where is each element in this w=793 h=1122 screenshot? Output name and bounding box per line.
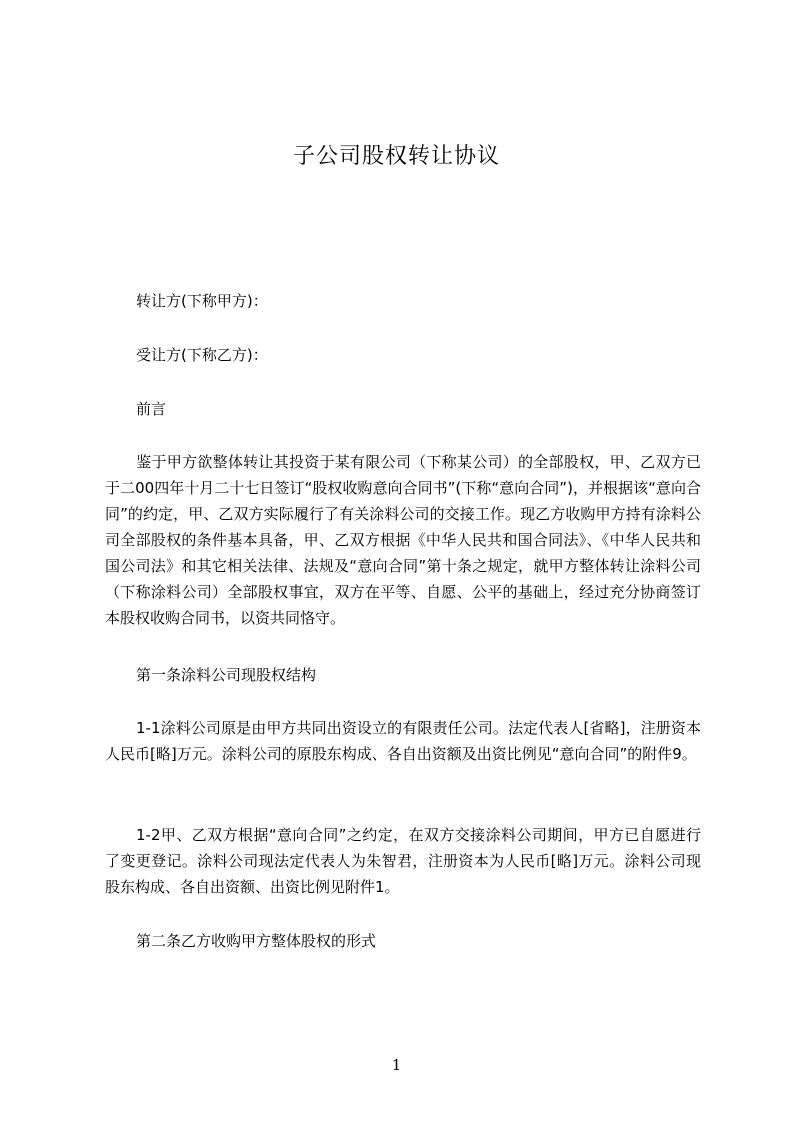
preface-heading: 前言 bbox=[136, 400, 167, 418]
article-1-heading: 第一条涂料公司现股权结构 bbox=[136, 666, 317, 684]
clause-1-2-paragraph bbox=[105, 822, 701, 900]
article-2-heading: 第二条乙方收购甲方整体股权的形式 bbox=[136, 932, 377, 950]
page-number: 1 bbox=[391, 1056, 402, 1074]
clause-1-2-text: 1-2甲、乙双方根据“意向合同”之约定，在双方交接涂料公司期间，甲方已自愿进行了变更登记。涂料公司现法定代表人为朱智君，注册资本为人民币[略]万元。涂料公司现股东构成、各自出资额、出资比例见附件1。 bbox=[105, 826, 701, 896]
transferee-line: 受让方(下称乙方)： bbox=[136, 346, 268, 364]
preface-text: 鉴于甲方欲整体转让其投资于某有限公司（下称某公司）的全部股权，甲、乙双方已于二00四年十月二十七日签订“股权收购意向合同书”(下称“意向合同”)，并根据该“意向合同”的约定，甲、乙双方实际履行了有关涂料公司的交接工作。现乙方收购甲方持有涂料公司全部股权的条件基本具备，甲、乙双方根据《中华人民共和国合同法》、《中华人民共和国公司法》和其它相关法律、法规及“意向合同”第十条之规定，就甲方整体转让涂料公司（下称涂料公司）全部股权事宜，双方在平等、自愿、公平的基础上，经过充分协商签订本股权收购合同书，以资共同恪守。 bbox=[105, 453, 701, 627]
clause-1-1-text: 1-1涂料公司原是由甲方共同出资设立的有限责任公司。法定代表人[省略]，注册资本人民币[略]万元。涂料公司的原股东构成、各自出资额及出资比例见“意向合同”的附件9。 bbox=[105, 719, 701, 763]
document-title: 子公司股权转让协议 bbox=[292, 144, 500, 169]
preface-paragraph bbox=[105, 449, 701, 631]
clause-1-1-paragraph bbox=[105, 715, 701, 767]
transferor-line: 转让方(下称甲方)： bbox=[136, 292, 268, 310]
